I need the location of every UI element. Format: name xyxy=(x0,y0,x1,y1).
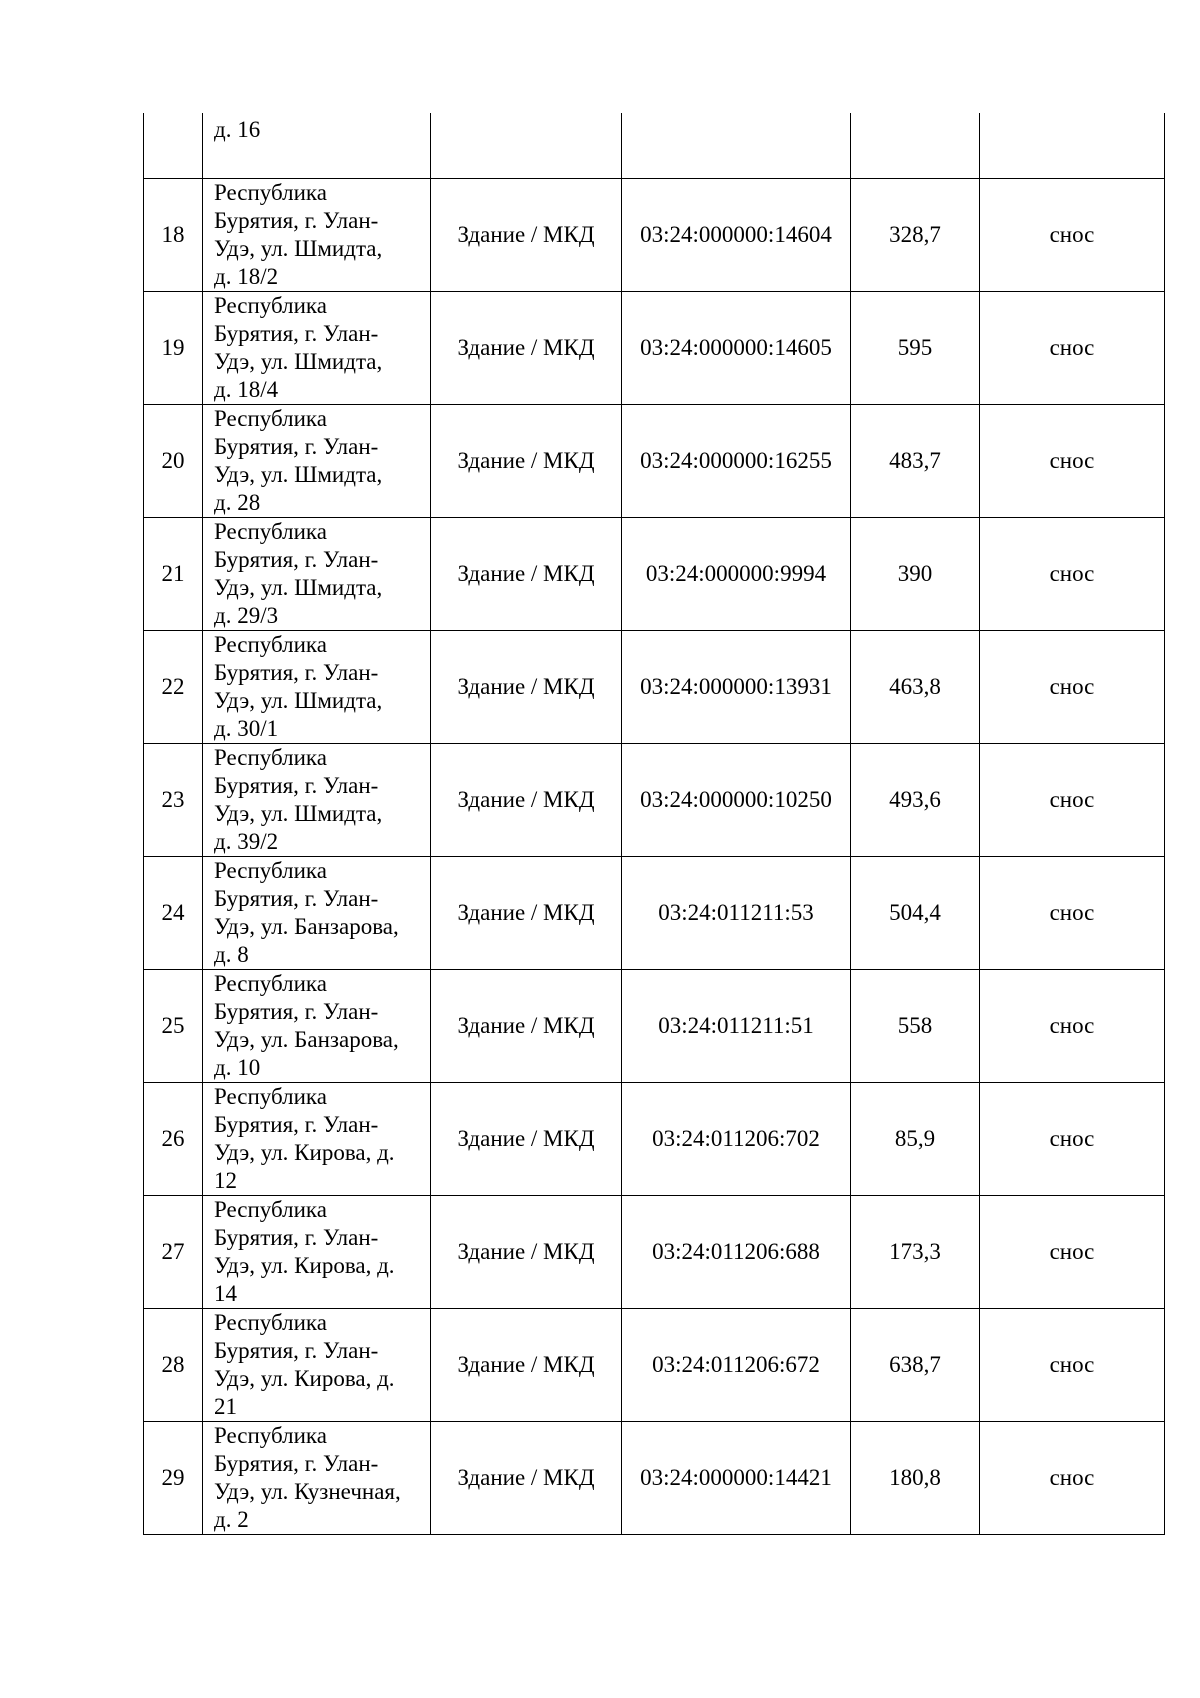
row-number-cell: 25 xyxy=(144,969,203,1082)
address-line: Удэ, ул. Шмидта, xyxy=(214,235,383,261)
action-cell: снос xyxy=(980,1421,1165,1534)
area-cell: 638,7 xyxy=(851,1308,980,1421)
address-line: д. 2 xyxy=(214,1506,249,1532)
action-cell: снос xyxy=(980,291,1165,404)
address-line: Бурятия, г. Улан- xyxy=(214,772,379,798)
table-row xyxy=(144,969,1165,1082)
address-line: Бурятия, г. Улан- xyxy=(214,1337,379,1363)
address-line: д. 10 xyxy=(214,1054,261,1080)
address-line: Республика xyxy=(214,1083,327,1109)
row-number-cell: 20 xyxy=(144,404,203,517)
object-type-cell: Здание / МКД xyxy=(431,1421,622,1534)
address-line: Бурятия, г. Улан- xyxy=(214,998,379,1024)
address-line: Бурятия, г. Улан- xyxy=(214,885,379,911)
action-cell: снос xyxy=(980,743,1165,856)
area-cell xyxy=(851,113,980,178)
address-cell xyxy=(203,1195,431,1308)
address-cell xyxy=(203,743,431,856)
cadastral-number-cell: 03:24:011206:688 xyxy=(622,1195,851,1308)
address-line: Республика xyxy=(214,744,327,770)
row-number-cell: 22 xyxy=(144,630,203,743)
table-row xyxy=(144,630,1165,743)
address-line: д. 30/1 xyxy=(214,715,279,741)
address-cell xyxy=(203,1421,431,1534)
address-line: Республика xyxy=(214,179,327,205)
row-number-cell: 19 xyxy=(144,291,203,404)
object-type-cell: Здание / МКД xyxy=(431,969,622,1082)
address-line: Бурятия, г. Улан- xyxy=(214,659,379,685)
address-cell xyxy=(203,517,431,630)
table-row xyxy=(144,1195,1165,1308)
address-line: Удэ, ул. Кирова, д. xyxy=(214,1139,395,1165)
address-line: Республика xyxy=(214,1196,327,1222)
action-cell: снос xyxy=(980,404,1165,517)
cadastral-number-cell: 03:24:000000:14605 xyxy=(622,291,851,404)
table-row-continued xyxy=(144,113,1165,178)
object-type-cell: Здание / МКД xyxy=(431,404,622,517)
address-cell xyxy=(203,178,431,291)
address-line: Удэ, ул. Шмидта, xyxy=(214,800,383,826)
address-cell xyxy=(203,291,431,404)
address-cell xyxy=(203,1308,431,1421)
cadastral-number-cell: 03:24:000000:14421 xyxy=(622,1421,851,1534)
address-cell xyxy=(203,1082,431,1195)
object-type-cell: Здание / МКД xyxy=(431,178,622,291)
cadastral-number-cell xyxy=(622,113,851,178)
table-row xyxy=(144,743,1165,856)
address-line: Республика xyxy=(214,631,327,657)
address-line: Республика xyxy=(214,405,327,431)
action-cell: снос xyxy=(980,1308,1165,1421)
object-type-cell: Здание / МКД xyxy=(431,856,622,969)
address-line: Бурятия, г. Улан- xyxy=(214,433,379,459)
action-cell xyxy=(980,113,1165,178)
action-cell: снос xyxy=(980,1082,1165,1195)
address-line: Республика xyxy=(214,970,327,996)
address-line: Удэ, ул. Шмидта, xyxy=(214,687,383,713)
address-line: Удэ, ул. Банзарова, xyxy=(214,913,399,939)
address-line: Удэ, ул. Шмидта, xyxy=(214,574,383,600)
cadastral-number-cell: 03:24:011211:53 xyxy=(622,856,851,969)
address-line: Бурятия, г. Улан- xyxy=(214,207,379,233)
address-line: Республика xyxy=(214,292,327,318)
area-cell: 328,7 xyxy=(851,178,980,291)
area-cell: 180,8 xyxy=(851,1421,980,1534)
address-line: Республика xyxy=(214,1422,327,1448)
cadastral-number-cell: 03:24:000000:9994 xyxy=(622,517,851,630)
table-body xyxy=(144,113,1165,1534)
object-type-cell: Здание / МКД xyxy=(431,1195,622,1308)
address-line: Удэ, ул. Кирова, д. xyxy=(214,1252,395,1278)
row-number-cell: 29 xyxy=(144,1421,203,1534)
row-number-cell: 26 xyxy=(144,1082,203,1195)
action-cell: снос xyxy=(980,856,1165,969)
table-row xyxy=(144,1421,1165,1534)
cadastral-number-cell: 03:24:000000:14604 xyxy=(622,178,851,291)
cadastral-number-cell: 03:24:000000:13931 xyxy=(622,630,851,743)
cadastral-number-cell: 03:24:011211:51 xyxy=(622,969,851,1082)
area-cell: 493,6 xyxy=(851,743,980,856)
object-type-cell: Здание / МКД xyxy=(431,517,622,630)
address-line: Республика xyxy=(214,1309,327,1335)
area-cell: 483,7 xyxy=(851,404,980,517)
object-type-cell: Здание / МКД xyxy=(431,291,622,404)
area-cell: 595 xyxy=(851,291,980,404)
area-cell: 504,4 xyxy=(851,856,980,969)
address-line: Удэ, ул. Шмидта, xyxy=(214,348,383,374)
table-row xyxy=(144,1082,1165,1195)
address-line: д. 18/4 xyxy=(214,376,279,402)
table-row xyxy=(144,1308,1165,1421)
address-cell xyxy=(203,856,431,969)
address-line: Бурятия, г. Улан- xyxy=(214,1450,379,1476)
area-cell: 173,3 xyxy=(851,1195,980,1308)
address-line: Удэ, ул. Шмидта, xyxy=(214,461,383,487)
address-line: 21 xyxy=(214,1393,237,1419)
row-number-cell: 27 xyxy=(144,1195,203,1308)
address-line: Удэ, ул. Кузнечная, xyxy=(214,1478,401,1504)
table-row xyxy=(144,856,1165,969)
address-line: д. 8 xyxy=(214,941,249,967)
cadastral-number-cell: 03:24:011206:672 xyxy=(622,1308,851,1421)
area-cell: 463,8 xyxy=(851,630,980,743)
address-line: д. 28 xyxy=(214,489,261,515)
address-line: д. 18/2 xyxy=(214,263,279,289)
cadastral-number-cell: 03:24:000000:16255 xyxy=(622,404,851,517)
address-cell xyxy=(203,630,431,743)
action-cell: снос xyxy=(980,517,1165,630)
address-line: д. 39/2 xyxy=(214,828,279,854)
object-type-cell: Здание / МКД xyxy=(431,630,622,743)
address-cell xyxy=(203,404,431,517)
address-line: 12 xyxy=(214,1167,237,1193)
address-cell xyxy=(203,113,431,178)
area-cell: 558 xyxy=(851,969,980,1082)
table-row xyxy=(144,291,1165,404)
address-line: Республика xyxy=(214,518,327,544)
address-line: Удэ, ул. Банзарова, xyxy=(214,1026,399,1052)
address-line: Бурятия, г. Улан- xyxy=(214,1111,379,1137)
object-type-cell xyxy=(431,113,622,178)
row-number-cell: 18 xyxy=(144,178,203,291)
area-cell: 390 xyxy=(851,517,980,630)
address-cell xyxy=(203,969,431,1082)
address-line: Республика xyxy=(214,857,327,883)
cadastral-number-cell: 03:24:011206:702 xyxy=(622,1082,851,1195)
row-number-cell: 21 xyxy=(144,517,203,630)
object-type-cell: Здание / МКД xyxy=(431,1308,622,1421)
area-cell: 85,9 xyxy=(851,1082,980,1195)
row-number-cell: 28 xyxy=(144,1308,203,1421)
action-cell: снос xyxy=(980,178,1165,291)
row-number-cell: 24 xyxy=(144,856,203,969)
row-number-cell xyxy=(144,113,203,178)
action-cell: снос xyxy=(980,630,1165,743)
table-row xyxy=(144,404,1165,517)
action-cell: снос xyxy=(980,969,1165,1082)
object-type-cell: Здание / МКД xyxy=(431,1082,622,1195)
object-type-cell: Здание / МКД xyxy=(431,743,622,856)
action-cell: снос xyxy=(980,1195,1165,1308)
address-line: Удэ, ул. Кирова, д. xyxy=(214,1365,395,1391)
cadastral-number-cell: 03:24:000000:10250 xyxy=(622,743,851,856)
buildings-table xyxy=(143,113,1165,1535)
table-row xyxy=(144,178,1165,291)
address-line: Бурятия, г. Улан- xyxy=(214,546,379,572)
address-line: 14 xyxy=(214,1280,237,1306)
address-line: Бурятия, г. Улан- xyxy=(214,1224,379,1250)
row-number-cell: 23 xyxy=(144,743,203,856)
address-line: Бурятия, г. Улан- xyxy=(214,320,379,346)
table-row xyxy=(144,517,1165,630)
address-line: д. 29/3 xyxy=(214,602,279,628)
address-line: д. 16 xyxy=(214,117,261,142)
